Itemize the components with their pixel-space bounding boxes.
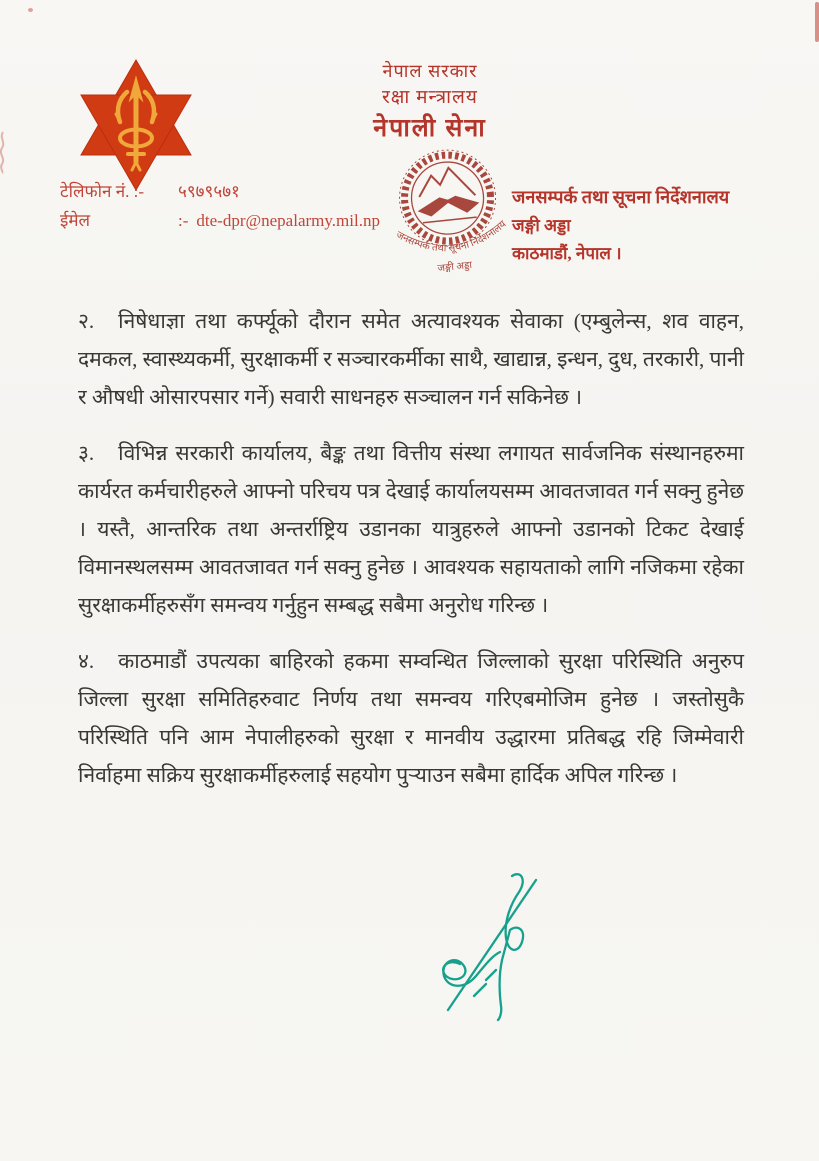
- paragraph-4: [78, 642, 744, 794]
- letterhead-center: [288, 60, 572, 145]
- paragraph-3-text: विभिन्न सरकारी कार्यालय, बैङ्क तथा वित्तीय संस्था लगायत सार्वजनिक संस्थानहरुमा कार्यरत कर्मचारीहरुले आफ्नो परिचय पत्र देखाई कार्यालयसम्म आवतजावत गर्न सक्नु हुनेछ । यस्तै, आन्तरिक तथा अन्तर्राष्ट्रिय उडानका यात्रुहरुले आफ्नो उडानको टिकट देखाई विमानस्थलसम्म आवतजावत गर्न सक्नु हुनेछ । आवश्यक सहायताको लागि नजिकमा रहेका सुरक्षाकर्मीहरुसँग समन्वय गर्नुहुन सम्बद्ध सबैमा अनुरोध गरिन्छ ।: [78, 441, 744, 617]
- email-separator: :-: [178, 210, 189, 230]
- paragraph-2-text: निषेधाज्ञा तथा कर्फ्यूको दौरान समेत अत्यावश्यक सेवाका (एम्बुलेन्स, शव वाहन, दमकल, स्वास्थ्यकर्मी, सुरक्षाकर्मी र सञ्चारकर्मीका साथै, खाद्यान्न, इन्धन, दुध, तरकारी, पानी र औषधी ओसारपसार गर्ने) सवारी साधनहरु सञ्चालन गर्न सकिनेछ ।: [78, 309, 744, 409]
- scan-edge-artifact-left: [0, 130, 10, 174]
- phone-label: टेलिफोन नं. :-: [60, 182, 145, 201]
- paragraph-2: [78, 302, 744, 416]
- ministry-line: रक्षा मन्त्रालय: [382, 86, 478, 108]
- seal-bottom-text: जङ्गी अड्डा: [437, 259, 473, 275]
- paragraph-3: [78, 434, 744, 624]
- paragraph-3-number: ३.: [78, 441, 95, 465]
- letterhead-right: [512, 184, 802, 266]
- army-star-emblem: [70, 58, 202, 192]
- email-label: ईमेल: [60, 210, 91, 230]
- signature: [428, 872, 598, 1022]
- phone-row: [60, 178, 390, 207]
- letter-body: [78, 302, 744, 812]
- email-row: [60, 207, 390, 236]
- contact-block: [60, 178, 390, 236]
- organization-line: नेपाली सेना: [373, 115, 487, 143]
- seal-arc-text: जनसम्पर्क तथा सूचना निर्देशनालय: [394, 218, 509, 255]
- paragraph-2-number: २.: [78, 309, 95, 333]
- email-address: dte-dpr@nepalarmy.mil.np: [196, 210, 380, 230]
- scan-dot-artifact: [28, 8, 33, 12]
- phone-number: ५९७९५७१: [178, 182, 240, 201]
- paragraph-4-text: काठमाडौं उपत्यका बाहिरको हकमा सम्वन्धित जिल्लाको सुरक्षा परिस्थिति अनुरुप जिल्ला सुरक्षा समितिहरुवाट निर्णय तथा समन्वय गरिएबमोजिम हुनेछ । जस्तोसुकै परिस्थिति पनि आम नेपालीहरुको सुरक्षा र मानवीय उद्धारमा प्रतिबद्ध रहि जिम्मेवारी निर्वाहमा सक्रिय सुरक्षाकर्मीहरुलाई सहयोग पुऱ्याउन सबैमा हार्दिक अपिल गरिन्छ ।: [78, 649, 744, 787]
- location-line: काठमाडौं, नेपाल ।: [512, 243, 622, 263]
- round-stamp-icon: [376, 146, 522, 282]
- scan-edge-artifact-right: [815, 2, 819, 42]
- directorate-seal: [376, 146, 522, 282]
- signature-ink-icon: [428, 872, 598, 1022]
- office-line: जङ्गी अड्डा: [512, 216, 571, 235]
- paragraph-4-number: ४.: [78, 649, 95, 673]
- six-pointed-star-icon: [70, 58, 202, 192]
- directorate-line: जनसम्पर्क तथा सूचना निर्देशनालय: [512, 187, 730, 207]
- government-line: नेपाल सरकार: [382, 61, 478, 81]
